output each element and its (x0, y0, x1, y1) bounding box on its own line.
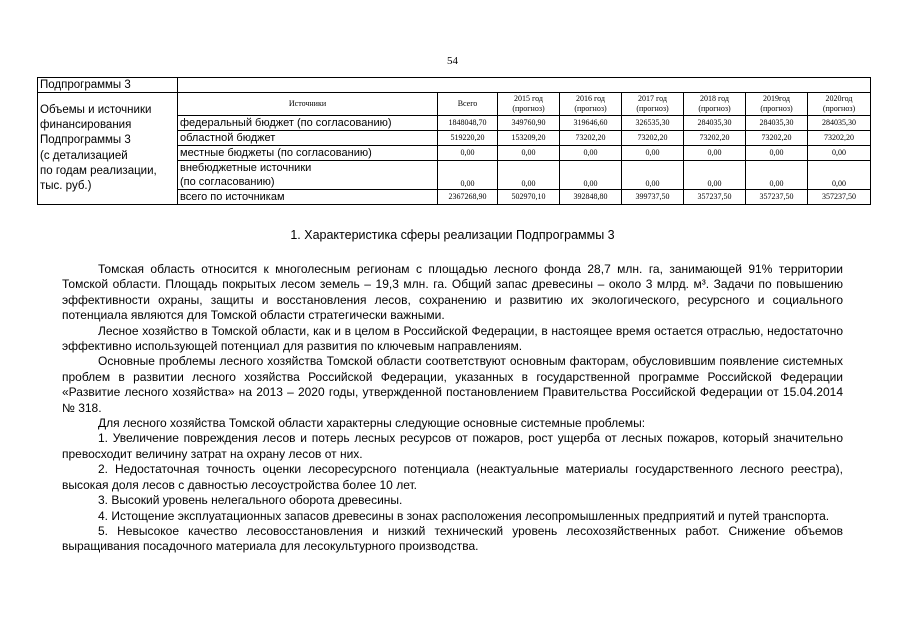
paragraph: 4. Истощение эксплуатационных запасов древесины в зонах расположения лесопромышленных предприятий и путей транспорта. (98, 508, 830, 523)
table-header-row (38, 93, 871, 116)
header-2019: 2019год (прогноз) (746, 93, 808, 116)
row-source-local: местные бюджеты (по согласованию) (178, 146, 438, 161)
table-cell: 399737,50 (622, 190, 684, 205)
paragraph: Для лесного хозяйства Томской области характерны следующие основные системные проблемы: (98, 416, 646, 431)
paragraph: 5. Невысокое качество лесовосстановления и низкий технический уровень лесохозяйственных работ. Снижение объемов выращивания посадочного материала для лесокультурного производства. (62, 523, 843, 554)
table-cell: 0,00 (746, 161, 808, 190)
table-cell: 153209,20 (498, 131, 560, 146)
table-cell: 0,00 (438, 146, 498, 161)
table-cell: 284035,30 (746, 116, 808, 131)
table-cell: 0,00 (560, 146, 622, 161)
header-sources: Источники (178, 93, 438, 116)
table-cell: 73202,20 (808, 131, 871, 146)
table-cell: 2367268,90 (438, 190, 498, 205)
table-cell: 0,00 (622, 161, 684, 190)
table-cell: 0,00 (808, 161, 871, 190)
table-cell: 319646,60 (560, 116, 622, 131)
body-text (62, 262, 843, 555)
paragraph: 2. Недостаточная точность оценки лесоресурсного потенциала (неактуальные материалы государственного лесного реестра), высокая доля лесов с давностью лесоустройства более 10 лет. (62, 462, 843, 492)
paragraph: Томская область относится к многолесным регионам с площадью лесного фонда 28,7 млн. га, занимающей 91% территории Томской области. Площадь покрытых лесом земель – 19,3 млн. га. Общий запас древесины – около 3 млрд. м³. Задачи по повышению эффективности охраны, защиты и восстановления лесов, сохранению и развитию их экологического, ресурсного и социального потенциала являются для Томской области стратегически важными. (62, 262, 843, 323)
header-total: Всего (438, 93, 498, 116)
table-cell: 73202,20 (560, 131, 622, 146)
header-2016: 2016 год (прогноз) (560, 93, 622, 116)
paragraph: Лесное хозяйство в Томской области, как и в целом в Российской Федерации, в настоящее время остается отраслью, недостаточно эффективно использующей потенциал для развития по ключевым направлениям. (62, 323, 843, 354)
row-source-regional: областной бюджет (178, 131, 438, 146)
paragraph: Основные проблемы лесного хозяйства Томской области соответствуют основным факторам, обусловившим появление системных проблем в развитии лесного хозяйства Российской Федерации, указанных в государственной программе Российской Федерации «Развитие лесного хозяйства» на 2013 – 2020 годы, утвержденной постановлением Правительства Российской Федерации от 15.04.2014 № 318. (62, 354, 843, 415)
section-title: 1. Характеристика сферы реализации Подпрограммы 3 (290, 228, 615, 242)
table-cell: 326535,30 (622, 116, 684, 131)
table-cell: 284035,30 (684, 116, 746, 131)
table-cell: 502970,10 (498, 190, 560, 205)
table-cell: 0,00 (622, 146, 684, 161)
table-cell: 1848048,70 (438, 116, 498, 131)
table-cell: 73202,20 (746, 131, 808, 146)
table-cell: 0,00 (684, 146, 746, 161)
header-2018: 2018 год (прогноз) (684, 93, 746, 116)
table-cell: 0,00 (746, 146, 808, 161)
header-2020: 2020год (прогноз) (808, 93, 871, 116)
paragraph: 3. Высокий уровень нелегального оборота древесины. (98, 493, 403, 508)
table-title-row (38, 78, 871, 93)
financing-table (37, 77, 871, 205)
paragraph: 1. Увеличение повреждения лесов и потерь лесных ресурсов от пожаров, рост ущерба от лесных пожаров, который значительно превосходит величину затрат на охрану лесов от них. (62, 431, 843, 461)
page-number: 54 (447, 55, 458, 67)
table-cell: 0,00 (498, 161, 560, 190)
table-cell: 0,00 (560, 161, 622, 190)
table-cell: 0,00 (498, 146, 560, 161)
table-cell: 73202,20 (622, 131, 684, 146)
table-cell: 0,00 (808, 146, 871, 161)
header-2015: 2015 год (прогноз) (498, 93, 560, 116)
row-source-total: всего по источникам (178, 190, 438, 205)
table-cell: 349760,90 (498, 116, 560, 131)
table-title-cell: Подпрограммы 3 (38, 78, 178, 93)
table-left-label: Объемы и источники финансирования Подпрограммы 3 (с детализацией по годам реализации, тыс. руб.) (38, 93, 178, 205)
table-cell: 357237,50 (746, 190, 808, 205)
table-cell: 357237,50 (808, 190, 871, 205)
table-cell: 357237,50 (684, 190, 746, 205)
row-source-federal: федеральный бюджет (по согласованию) (178, 116, 438, 131)
row-source-extrabudgetary: внебюджетные источники (по согласованию) (178, 161, 438, 190)
header-2017: 2017 год (прогноз) (622, 93, 684, 116)
table-cell: 0,00 (684, 161, 746, 190)
table-cell: 519220,20 (438, 131, 498, 146)
table-title-empty-cell (178, 78, 871, 93)
table-cell: 73202,20 (684, 131, 746, 146)
table-cell: 0,00 (438, 161, 498, 190)
table-cell: 284035,30 (808, 116, 871, 131)
table-cell: 392848,80 (560, 190, 622, 205)
